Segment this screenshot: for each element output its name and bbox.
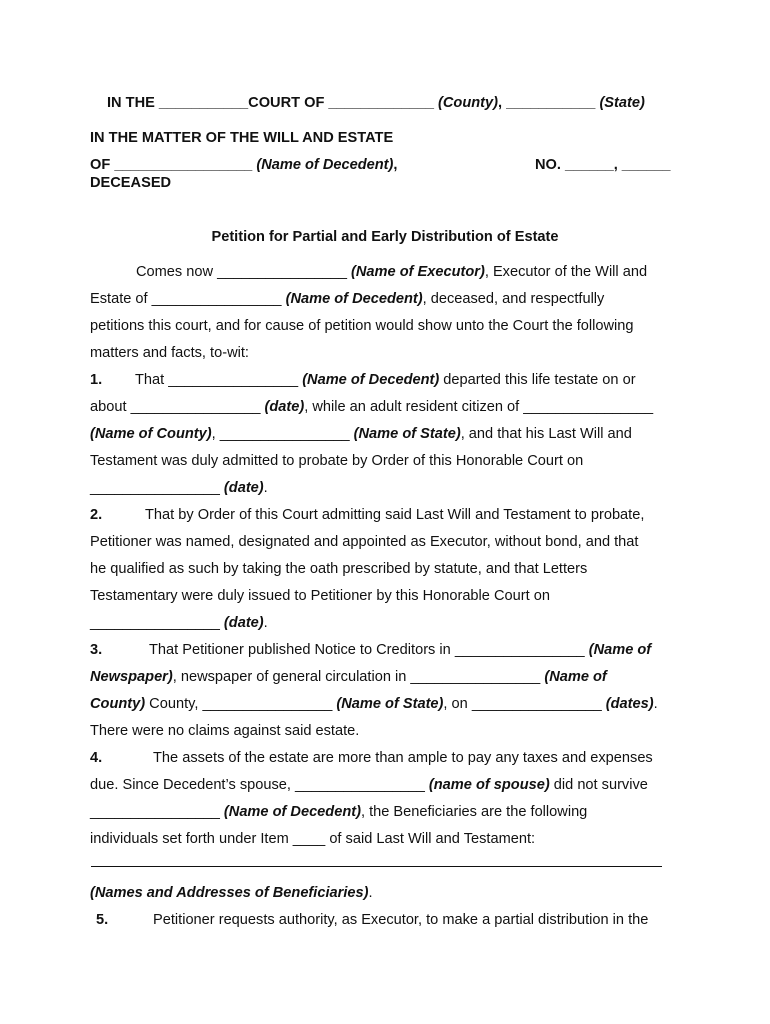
intro-text: , Executor of the Will and: [484, 264, 648, 280]
date-field-label: (date): [223, 615, 264, 631]
decedent-label: (Name of Decedent): [256, 157, 394, 173]
paragraph-3-line-2: [90, 668, 680, 686]
spouse-field-label: (name of spouse): [428, 777, 550, 793]
state-label: (State): [599, 95, 645, 111]
decedent-field-label: (Name of Decedent): [302, 372, 440, 388]
newspaper-field-label: Newspaper): [90, 669, 173, 685]
p1-text: , while an adult resident citizen of ________________: [304, 399, 654, 415]
intro-line-4: matters and facts, to-wit:: [90, 345, 249, 361]
matter-line: IN THE MATTER OF THE WILL AND ESTATE: [90, 130, 394, 146]
p1-text: .: [263, 480, 268, 496]
p4-text: The assets of the estate are more than ample to pay any taxes and expenses: [153, 750, 653, 766]
paragraph-number: 5.: [96, 912, 109, 928]
p2-text: ________________: [90, 615, 224, 631]
date-field-label: (date): [223, 480, 264, 496]
paragraph-2-line-5: [90, 614, 680, 632]
p3-text: That Petitioner published Notice to Creditors in ________________: [149, 642, 589, 658]
paragraph-2-line-2: Petitioner was named, designated and appointed as Executor, without bond, and that: [90, 534, 639, 550]
p5-text: Petitioner requests authority, as Executor, to make a partial distribution in the: [153, 912, 649, 928]
court-mid: , ___________: [497, 95, 600, 111]
dates-field-label: (dates): [605, 696, 654, 712]
paragraph-4-line-3: [90, 803, 680, 821]
intro-line-2: [90, 290, 680, 308]
intro-line-1: [136, 263, 680, 281]
p1-text: ________________: [90, 480, 224, 496]
intro-text: Estate of ________________: [90, 291, 286, 307]
paragraph-number: 3.: [90, 642, 103, 658]
p4-text: ________________: [90, 804, 224, 820]
intro-line-3: petitions this court, and for cause of petition would show unto the Court the following: [90, 318, 634, 334]
state-field-label: (Name of State): [336, 696, 444, 712]
p4-text: due. Since Decedent’s spouse, ________________: [90, 777, 429, 793]
executor-field-label: (Name of Executor): [351, 264, 485, 280]
of-prefix: OF _________________: [90, 157, 257, 173]
p4-text: , the Beneficiaries are the following: [360, 804, 588, 820]
deceased-label: DECEASED: [90, 175, 172, 191]
paragraph-number: 4.: [90, 750, 103, 766]
county-field-label: County): [90, 696, 146, 712]
county-field-label: (Name of County): [90, 426, 212, 442]
case-number: NO. ______, ______: [535, 157, 671, 173]
p2-text: .: [263, 615, 268, 631]
county-label: (County): [438, 95, 498, 111]
paragraph-4-line-2: [90, 776, 680, 794]
paragraph-number: 2.: [90, 507, 103, 523]
paragraph-number: 1.: [90, 372, 103, 388]
p1-text: departed this life testate on or: [439, 372, 636, 388]
paragraph-1-line-5: [90, 479, 680, 497]
beneficiaries-label-line: [90, 884, 680, 902]
beneficiaries-blank-line: [91, 866, 662, 867]
paragraph-1-line-3: [90, 425, 680, 443]
paragraph-2-line-4: Testamentary were duly issued to Petitioner by this Honorable Court on: [90, 588, 550, 604]
p1-text: , and that his Last Will and: [460, 426, 632, 442]
paragraph-1-line-4: Testament was duly admitted to probate by Order of this Honorable Court on: [90, 453, 584, 469]
p4-text: .: [368, 885, 373, 901]
court-prefix: IN THE ___________COURT OF _____________: [107, 95, 438, 111]
paragraph-3-line-1: [90, 641, 680, 659]
p3-text: .: [653, 696, 658, 712]
p3-text: County, ________________: [145, 696, 337, 712]
county-field-label: (Name of: [544, 669, 607, 685]
paragraph-2-line-3: he qualified as such by taking the oath prescribed by statute, and that Letters: [90, 561, 588, 577]
p1-text: about ________________: [90, 399, 265, 415]
date-field-label: (date): [264, 399, 305, 415]
p3-text: , on ________________: [443, 696, 606, 712]
beneficiaries-field-label: (Names and Addresses of Beneficiaries): [90, 885, 369, 901]
p4-text: did not survive: [549, 777, 648, 793]
p2-text: That by Order of this Court admitting said Last Will and Testament to probate,: [145, 507, 645, 523]
paragraph-1-line-1: [90, 371, 680, 389]
paragraph-1-line-2: [90, 398, 680, 416]
state-field-label: (Name of State): [353, 426, 461, 442]
paragraph-5-line-1: [96, 911, 680, 929]
decedent-field-label: (Name of Decedent): [285, 291, 423, 307]
paragraph-2-line-1: [90, 506, 680, 524]
p3-text: , newspaper of general circulation in ________________: [172, 669, 545, 685]
paragraph-3-line-4: There were no claims against said estate.: [90, 723, 360, 739]
document-title: Petition for Partial and Early Distribution of Estate: [211, 229, 559, 245]
of-comma: ,: [393, 157, 398, 173]
p1-text: That ________________: [135, 372, 303, 388]
decedent-field-label: (Name of Decedent): [223, 804, 361, 820]
paragraph-3-line-3: [90, 695, 680, 713]
p1-text: , ________________: [211, 426, 354, 442]
newspaper-field-label: (Name of: [588, 642, 652, 658]
intro-text: Comes now ________________: [136, 264, 352, 280]
intro-text: , deceased, and respectfully: [422, 291, 605, 307]
paragraph-4-line-4: individuals set forth under Item ____ of said Last Will and Testament:: [90, 831, 536, 847]
court-line: [107, 94, 680, 112]
paragraph-4-line-1: [90, 749, 680, 767]
